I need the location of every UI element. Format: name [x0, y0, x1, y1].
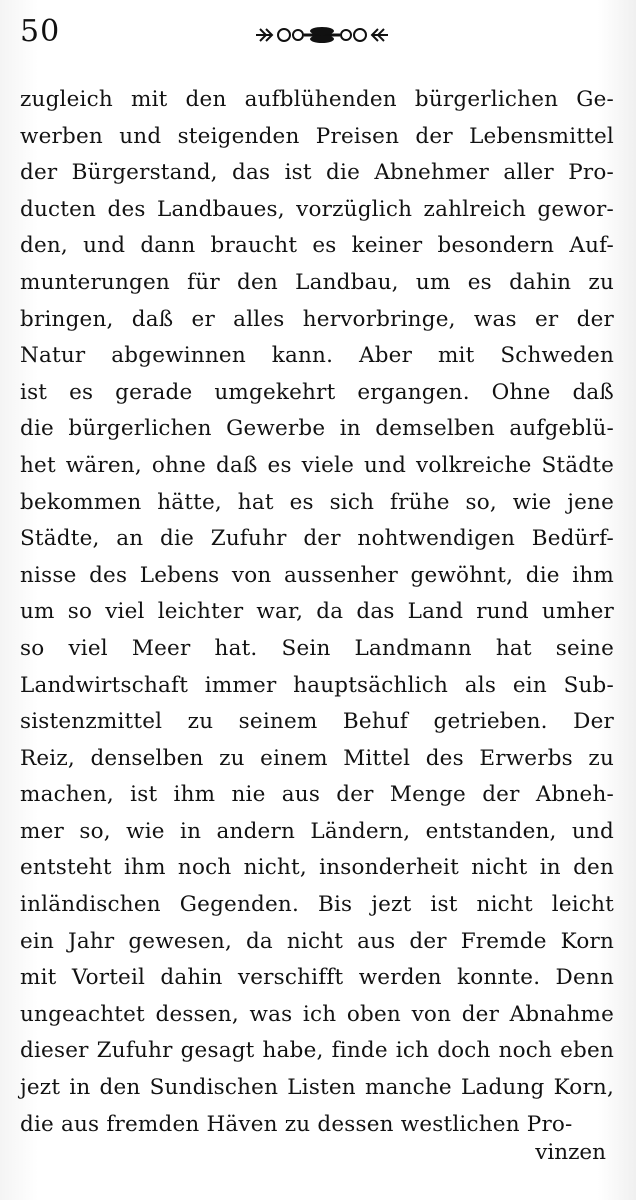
- text-line: so viel Meer hat. Sein Landmann hat seine: [20, 635, 614, 661]
- text-line: Landwirtschaft immer hauptsächlich als ein Sub-: [20, 672, 614, 698]
- text-line: Natur abgewinnen kann. Aber mit Schweden: [20, 343, 614, 369]
- text-line: jezt in den Sundischen Listen manche Ladung Korn,: [20, 1075, 614, 1101]
- text-line: zugleich mit den aufblühenden bürgerlichen Ge-: [20, 87, 614, 112]
- text-line: den, und dann braucht es keiner besondern Auf-: [20, 233, 614, 259]
- text-line: nisse des Lebens von aussenher gewöhnt, die ihm: [20, 562, 614, 588]
- text-line: entsteht ihm noch nicht, insonderheit nicht in den: [20, 855, 614, 881]
- text-line: die bürgerlichen Gewerbe in demselben aufgeblü-: [20, 416, 614, 442]
- page-number: 50: [20, 14, 61, 49]
- body-text: [20, 82, 614, 1143]
- text-line: bekommen hätte, hat es sich frühe so, wie jene: [20, 489, 614, 515]
- text-line: werben und steigenden Preisen der Lebensmittel: [20, 123, 614, 149]
- text-line: mit Vorteil dahin verschifft werden konnte. Denn: [20, 965, 614, 991]
- text-line: mer so, wie in andern Ländern, entstanden, und: [20, 818, 614, 844]
- text-line: machen, ist ihm nie aus der Menge der Abneh-: [20, 782, 614, 808]
- catchword: vinzen: [535, 1140, 606, 1165]
- text-line: Städte, an die Zufuhr der nohtwendigen Bedürf-: [20, 526, 614, 552]
- text-line: der Bürgerstand, das ist die Abnehmer aller Pro-: [20, 160, 614, 186]
- text-line: die aus fremden Häven zu dessen westlichen Pro-: [20, 1111, 573, 1137]
- ornament-icon: [252, 22, 392, 48]
- text-line: ein Jahr gewesen, da nicht aus der Fremde Korn: [20, 928, 614, 954]
- text-line: inländischen Gegenden. Bis jezt ist nicht leicht: [20, 892, 614, 918]
- text-line: ducten des Landbaues, vorzüglich zahlreich gewor-: [20, 196, 614, 222]
- text-line: um so viel leichter war, da das Land rund umher: [20, 599, 614, 625]
- text-line: het wären, ohne daß es viele und volkreiche Städte: [20, 452, 614, 478]
- text-line: munterungen für den Landbau, um es dahin zu: [20, 269, 614, 295]
- text-line: Reiz, denselben zu einem Mittel des Erwerbs zu: [20, 745, 614, 771]
- text-line: sistenzmittel zu seinem Behuf getrieben. Der: [20, 709, 614, 735]
- text-line: dieser Zufuhr gesagt habe, finde ich doch noch eben: [20, 1038, 614, 1064]
- text-line: ist es gerade umgekehrt ergangen. Ohne daß: [20, 379, 614, 405]
- text-line: bringen, daß er alles hervorbringe, was er der: [20, 306, 614, 332]
- text-line: ungeachtet dessen, was ich oben von der Abnahme: [20, 1001, 614, 1027]
